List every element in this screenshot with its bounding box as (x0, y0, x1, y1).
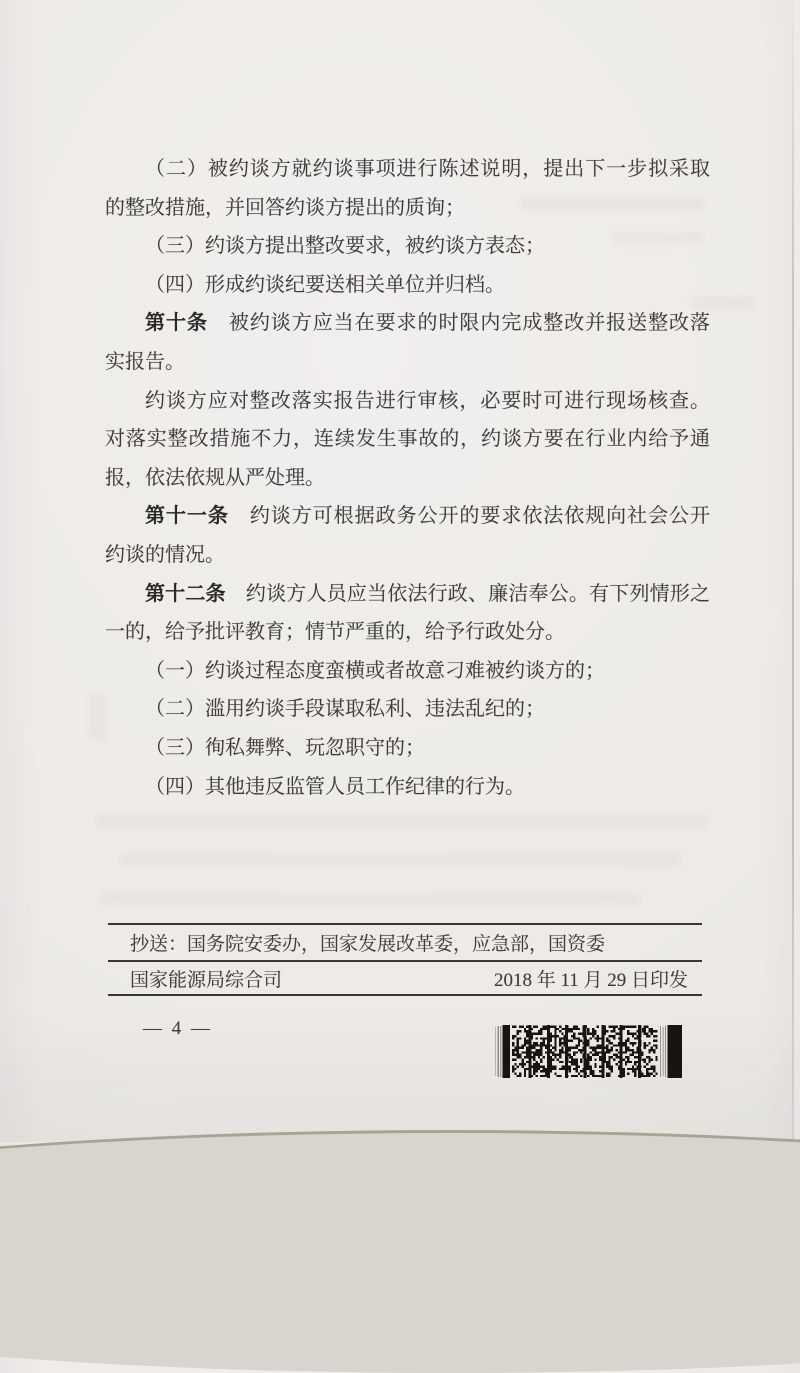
document-text-line: 报，依法依规从严处理。 (105, 466, 325, 489)
article-number: 第十条 (145, 312, 208, 335)
page-bottom-edge (0, 1130, 800, 1373)
document-text-line: （二）被约谈方就约谈事项进行陈述说明，提出下一步拟采取 (145, 158, 710, 180)
document-text-line: 第十一条 约谈方可根据政务公开的要求依法依规向社会公开 (145, 505, 711, 528)
issuer-name: 国家能源局综合司 (130, 969, 283, 991)
document-barcode (495, 1025, 682, 1078)
article-number: 第十一条 (145, 505, 229, 528)
document-text-line: 一的，给予批评教育；情节严重的，给予行政处分。 (105, 621, 565, 644)
document-text-line: 约谈方应对整改落实报告进行审核，必要时可进行现场核查。 (145, 389, 710, 412)
bleed-through-smudge (96, 813, 708, 829)
document-text-line: 实报告。 (105, 350, 185, 373)
print-date: 2018 年 11 月 29 日印发 (493, 969, 688, 991)
document-text-line: （四）形成约谈纪要送相关单位并归档。 (145, 273, 505, 296)
article-number: 第十二条 (145, 582, 226, 605)
document-text-line: 第十二条 约谈方人员应当依法行政、廉洁奉公。有下列情形之 (145, 582, 711, 605)
bleed-through-smudge (120, 852, 680, 867)
document-footer (108, 923, 702, 996)
issuer-row (108, 962, 702, 994)
page-right-edge-strip (794, 0, 800, 1142)
page-number: — 4 — (143, 1018, 210, 1039)
document-text-line: 对落实整改措施不力，连续发生事故的，约谈方要在行业内给予通 (105, 428, 710, 451)
document-text-line: （三）徇私舞弊、玩忽职守的； (145, 736, 425, 759)
cc-row (108, 925, 702, 962)
document-text-line: （二）滥用约谈手段谋取私利、违法乱纪的； (145, 698, 545, 721)
document-text-line: （三）约谈方提出整改要求，被约谈方表态； (145, 235, 545, 258)
document-text-line: （四）其他违反监管人员工作纪律的行为。 (145, 775, 525, 798)
document-text-line: 第十条 被约谈方应当在要求的时限内完成整改并报送整改落 (145, 312, 711, 335)
cc-line: 抄送：国务院安委办，国家发展改革委，应急部，国资委 (130, 934, 606, 955)
document-text-line: 的整改措施，并回答约谈方提出的质询； (105, 196, 465, 219)
document-text-line: 约谈的情况。 (105, 543, 225, 566)
document-body-text (105, 150, 710, 806)
bleed-through-smudge (100, 892, 640, 906)
document-text-line: （一）约谈过程态度蛮横或者故意刁难被约谈方的； (145, 659, 605, 682)
